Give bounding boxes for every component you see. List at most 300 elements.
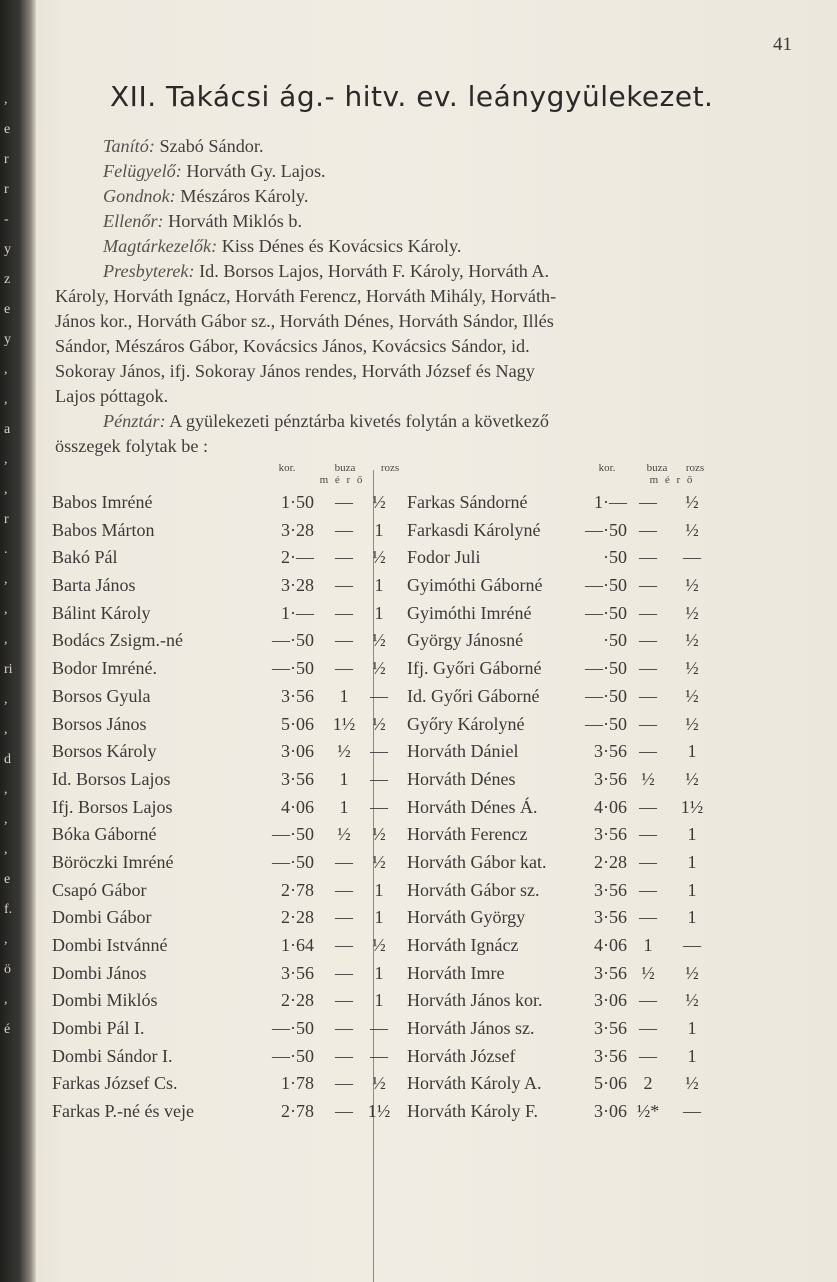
rozs-value: ½ (685, 990, 699, 1011)
kor-value: 1·— (281, 602, 314, 623)
kor-value: 1·— (594, 492, 627, 512)
buza-value: — (335, 492, 353, 512)
buza-value: — (639, 685, 657, 706)
spine-fragment: f. (4, 902, 13, 917)
contributor-name: Id. Borsos Lajos (52, 768, 171, 789)
buza-value: — (639, 602, 657, 623)
buza-value: ½* (636, 1101, 660, 1122)
table-row (52, 575, 397, 603)
kor-value: —·50 (272, 630, 314, 651)
buza-value: — (335, 630, 353, 651)
buza-value: 1 (339, 796, 349, 817)
spine-fragment: , (4, 692, 8, 707)
contributor-name: Horváth Gábor kat. (407, 851, 547, 872)
official-name: Kiss Dénes és Kovácsics Károly. (217, 236, 462, 256)
rozs-value: ½ (372, 851, 386, 872)
kor-value: —·50 (585, 685, 627, 706)
buza-value: — (639, 851, 657, 872)
buza-value: — (639, 547, 657, 568)
kor-value: 3·56 (594, 741, 627, 762)
contributor-name: Dombi János (52, 962, 147, 983)
official-name: Szabó Sándor. (154, 136, 264, 156)
kor-value: —·50 (585, 713, 627, 734)
rozs-value: 1 (687, 1045, 697, 1066)
spine-fragment: , (4, 452, 8, 467)
official-name: Horváth Miklós b. (163, 211, 303, 231)
table-row (407, 520, 727, 548)
rozs-value: ½ (685, 602, 699, 623)
spine-fragment: , (4, 932, 8, 947)
presbyterek-line (55, 259, 755, 284)
kor-value: 4·06 (594, 935, 627, 955)
buza-value: 1 (339, 685, 349, 706)
table-row (407, 963, 727, 991)
penztar-text: A gyülekezeti pénztárba kivetés folytán a következő (165, 411, 549, 431)
kor-value: 2·78 (281, 879, 314, 900)
table-row (407, 492, 727, 520)
rozs-value: ½ (685, 1073, 699, 1094)
kor-value: 1·64 (281, 935, 314, 955)
kor-value: 4·06 (281, 796, 314, 817)
contributor-name: Bakó Pál (52, 547, 118, 568)
table-header (407, 462, 727, 492)
rozs-value: ½ (685, 768, 699, 789)
buza-value: — (639, 658, 657, 679)
rozs-value: 1½ (680, 796, 704, 817)
kor-value: 2·28 (281, 907, 314, 928)
table-row (52, 603, 397, 631)
spine-fragment: , (4, 842, 8, 857)
rozs-value: ½ (372, 492, 386, 512)
kor-value: 3·06 (594, 990, 627, 1011)
contributor-name: Bálint Károly (52, 602, 151, 623)
spine-fragment: a (4, 422, 11, 437)
buza-value: — (335, 879, 353, 900)
table-row (407, 575, 727, 603)
contributions-table-right (407, 462, 727, 1129)
header-kor: kor. (598, 462, 616, 474)
contributor-name: Horváth Gábor sz. (407, 879, 540, 900)
header-buza: buza (646, 462, 668, 474)
rozs-value: — (370, 1018, 388, 1039)
table-row (52, 907, 397, 935)
contributor-name: Fodor Juli (407, 547, 481, 568)
spine-fragment: , (4, 722, 8, 737)
rozs-value: ½ (372, 658, 386, 679)
rozs-value: ½ (372, 824, 386, 845)
buza-value: — (639, 630, 657, 651)
spine-fragment: r (4, 152, 9, 167)
official-line (55, 134, 755, 159)
kor-value: 3·28 (281, 519, 314, 540)
official-line (55, 159, 755, 184)
rozs-value: — (683, 935, 701, 955)
spine-fragment: e (4, 302, 11, 317)
buza-value: — (335, 547, 353, 568)
kor-value: 4·06 (594, 796, 627, 817)
table-row (407, 907, 727, 935)
table-row (407, 1101, 727, 1129)
contributor-name: Bodács Zsigm.-né (52, 630, 183, 651)
contributor-name: Horváth Dénes (407, 768, 516, 789)
kor-value: —·50 (585, 658, 627, 679)
presbyterek-line: Károly, Horváth Ignácz, Horváth Ferencz, Horváth Mihály, Horváth- (55, 286, 557, 306)
buza-value: — (335, 1045, 353, 1066)
kor-value: 1·50 (281, 492, 314, 512)
penztar-line (55, 409, 755, 434)
contributor-name: Farkas Sándorné (407, 492, 528, 512)
contributor-name: Farkasdi Károlyné (407, 519, 541, 540)
spine-fragment: y (4, 332, 11, 347)
spine-fragment: e (4, 122, 11, 137)
rozs-value: 1 (374, 575, 384, 596)
kor-value: 3·56 (594, 824, 627, 845)
kor-value: —·50 (272, 658, 314, 679)
contributor-name: Babos Imréné (52, 492, 153, 512)
buza-value: — (639, 1018, 657, 1039)
spine-fragment: , (4, 812, 8, 827)
contributor-name: Barta János (52, 575, 136, 596)
buza-value: 2 (643, 1073, 653, 1094)
table-row (52, 658, 397, 686)
kor-value: ·50 (603, 547, 627, 568)
kor-value: 3·56 (594, 907, 627, 928)
table-header (52, 462, 400, 492)
table-row (407, 547, 727, 575)
table-row (52, 797, 397, 825)
contributor-name: Gyimóthi Gáborné (407, 575, 543, 596)
table-row (52, 741, 397, 769)
buza-value: — (335, 962, 353, 983)
buza-value: — (639, 879, 657, 900)
contributor-name: Bóka Gáborné (52, 824, 157, 845)
rozs-value: ½ (685, 713, 699, 734)
contributor-name: Csapó Gábor (52, 879, 147, 900)
table-row (52, 492, 397, 520)
buza-value: — (335, 907, 353, 928)
buza-value: — (639, 796, 657, 817)
table-row (407, 1046, 727, 1074)
spine-fragment: r (4, 512, 9, 527)
contributor-name: Gyimóthi Imréné (407, 602, 532, 623)
spine-fragment: , (4, 782, 8, 797)
buza-value: ½ (337, 824, 351, 845)
contributor-name: Horváth Dénes Á. (407, 796, 538, 817)
spine-fragment: é (4, 1022, 11, 1037)
rozs-value: ½ (685, 630, 699, 651)
contributor-name: Horváth Imre (407, 962, 505, 983)
buza-value: 1 (339, 768, 349, 789)
contributor-name: Horváth János sz. (407, 1018, 535, 1039)
spine-fragment: e (4, 872, 11, 887)
buza-value: ½ (337, 741, 351, 762)
contributor-name: Horváth József (407, 1045, 516, 1066)
kor-value: 3·06 (281, 741, 314, 762)
table-row (407, 603, 727, 631)
buza-value: — (335, 1073, 353, 1094)
kor-value: 3·56 (594, 1018, 627, 1039)
buza-value: — (639, 741, 657, 762)
rozs-value: — (370, 768, 388, 789)
kor-value: 3·56 (281, 962, 314, 983)
buza-value: — (639, 824, 657, 845)
buza-value: 1½ (332, 713, 356, 734)
presbyterek-text: Id. Borsos Lajos, Horváth F. Károly, Horváth A. (194, 261, 550, 281)
table-row (52, 769, 397, 797)
table-row (52, 852, 397, 880)
header-buza: buza (334, 462, 356, 474)
buza-value: — (639, 575, 657, 596)
kor-value: —·50 (272, 824, 314, 845)
contributor-name: Borsos János (52, 713, 147, 734)
presbyterek-line: János kor., Horváth Gábor sz., Horváth Dénes, Horváth Sándor, Illés (55, 311, 554, 331)
spine-fragment: d (4, 752, 11, 767)
header-kor: kor. (278, 462, 296, 474)
rozs-value: 1 (687, 1018, 697, 1039)
contributor-name: Horváth Ignácz (407, 935, 519, 955)
rozs-value: 1 (374, 907, 384, 928)
table-row (52, 686, 397, 714)
table-row (52, 520, 397, 548)
table-row (407, 630, 727, 658)
contributor-name: Dombi Miklós (52, 990, 158, 1011)
contributor-name: Böröczki Imréné (52, 851, 174, 872)
table-row (407, 880, 727, 908)
buza-value: — (335, 658, 353, 679)
header-mero: m é r ő (649, 474, 695, 486)
spine-fragment: z (4, 272, 11, 287)
contributor-name: Ifj. Győri Gáborné (407, 658, 542, 679)
spine-fragment: r (4, 182, 9, 197)
kor-value: 1·78 (281, 1073, 314, 1094)
contributor-name: Horváth Ferencz (407, 824, 528, 845)
kor-value: —·50 (585, 575, 627, 596)
role-label: Tanító: (103, 136, 155, 156)
table-row (52, 963, 397, 991)
spine-fragment: ri (4, 662, 13, 677)
officials-section (55, 134, 755, 459)
role-label: Presbyterek: (103, 261, 195, 281)
table-row (52, 1073, 397, 1101)
spine-fragment: ö (4, 962, 11, 977)
buza-value: — (639, 713, 657, 734)
spine-fragment: , (4, 602, 8, 617)
kor-value: 2·78 (281, 1101, 314, 1122)
spine-fragment: , (4, 992, 8, 1007)
official-line (55, 234, 755, 259)
role-label: Ellenőr: (103, 211, 164, 231)
table-row (407, 686, 727, 714)
contributor-name: Dombi Pál I. (52, 1018, 145, 1039)
buza-value: — (335, 1018, 353, 1039)
buza-value: — (335, 519, 353, 540)
rozs-value: — (370, 1045, 388, 1066)
contributions-table-left (52, 462, 400, 1129)
buza-value: ½ (641, 768, 655, 789)
rozs-value: 1 (374, 990, 384, 1011)
rozs-value: — (683, 547, 701, 568)
contributor-name: Bodor Imréné. (52, 658, 157, 679)
table-row (52, 824, 397, 852)
kor-value: ·50 (603, 630, 627, 651)
contributor-name: Horváth György (407, 907, 526, 928)
table-row (407, 658, 727, 686)
kor-value: —·50 (272, 851, 314, 872)
spine-fragment: y (4, 242, 11, 257)
spine-fragment: , (4, 362, 8, 377)
spine-fragment: , (4, 482, 8, 497)
rozs-value: ½ (372, 1073, 386, 1094)
role-label: Gondnok: (103, 186, 176, 206)
kor-value: 3·56 (281, 768, 314, 789)
table-row (52, 630, 397, 658)
buza-value: — (639, 990, 657, 1011)
table-row (52, 1018, 397, 1046)
penztar-line: összegek folytak be : (55, 436, 209, 456)
contributor-name: Dombi Istvánné (52, 935, 168, 955)
table-row (407, 935, 727, 963)
rozs-value: ½ (372, 935, 386, 955)
buza-value: — (335, 575, 353, 596)
kor-value: —·50 (272, 1018, 314, 1039)
rozs-value: 1 (687, 851, 697, 872)
presbyterek-line: Sándor, Mészáros Gábor, Kovácsics János, Kovácsics Sándor, id. (55, 336, 530, 356)
rozs-value: ½ (685, 519, 699, 540)
buza-value: — (639, 492, 657, 512)
table-row (52, 990, 397, 1018)
rozs-value: — (683, 1101, 701, 1122)
contributor-name: Horváth János kor. (407, 990, 543, 1011)
buza-value: — (335, 1101, 353, 1122)
table-row (407, 797, 727, 825)
role-label: Pénztár: (103, 411, 166, 431)
contributor-name: Dombi Sándor I. (52, 1045, 173, 1066)
table-row (52, 935, 397, 963)
buza-value: — (335, 990, 353, 1011)
table-row (52, 1101, 397, 1129)
rozs-value: 1 (687, 879, 697, 900)
official-name: Mészáros Károly. (175, 186, 309, 206)
kor-value: 3·56 (281, 685, 314, 706)
kor-value: 3·06 (594, 1101, 627, 1122)
spine-fragment: , (4, 392, 8, 407)
table-row (407, 741, 727, 769)
table-row (407, 852, 727, 880)
buza-value: — (639, 519, 657, 540)
table-row (407, 714, 727, 742)
buza-value: — (335, 851, 353, 872)
opposite-page-fragments (2, 0, 32, 1282)
rozs-value: 1 (374, 962, 384, 983)
kor-value: —·50 (585, 519, 627, 540)
page-number: 41 (773, 34, 792, 55)
kor-value: 5·06 (594, 1073, 627, 1094)
table-row (52, 880, 397, 908)
kor-value: 2·28 (281, 990, 314, 1011)
contributor-name: Id. Győri Gáborné (407, 685, 540, 706)
rozs-value: ½ (685, 962, 699, 983)
rozs-value: ½ (685, 492, 699, 512)
spine-fragment: , (4, 572, 8, 587)
contributor-name: Babos Márton (52, 519, 155, 540)
rozs-value: 1 (687, 907, 697, 928)
role-label: Felügyelő: (103, 161, 182, 181)
table-row (407, 1018, 727, 1046)
rozs-value: 1 (374, 519, 384, 540)
kor-value: —·50 (272, 1045, 314, 1066)
buza-value: ½ (641, 962, 655, 983)
spine-fragment: . (4, 542, 8, 557)
kor-value: 3·56 (594, 962, 627, 983)
contributor-name: Borsos Gyula (52, 685, 151, 706)
rozs-value: ½ (685, 685, 699, 706)
contributor-name: Borsos Károly (52, 741, 157, 762)
rozs-value: — (370, 685, 388, 706)
role-label: Magtárkezelők: (103, 236, 218, 256)
kor-value: 3·56 (594, 768, 627, 789)
table-row (407, 1073, 727, 1101)
rozs-value: 1½ (367, 1101, 391, 1122)
official-name: Horváth Gy. Lajos. (181, 161, 326, 181)
contributor-name: Dombi Gábor (52, 907, 152, 928)
kor-value: 3·56 (594, 879, 627, 900)
spine-fragment: - (4, 212, 9, 227)
buza-value: — (335, 602, 353, 623)
buza-value: — (639, 907, 657, 928)
table-row (407, 824, 727, 852)
table-row (52, 1046, 397, 1074)
contributor-name: Győry Károlyné (407, 713, 525, 734)
rozs-value: 1 (374, 879, 384, 900)
contributor-name: Horváth Károly F. (407, 1101, 539, 1122)
buza-value: — (639, 1045, 657, 1066)
contributor-name: Farkas József Cs. (52, 1073, 178, 1094)
kor-value: 5·06 (281, 713, 314, 734)
buza-value: — (335, 935, 353, 955)
table-row (407, 769, 727, 797)
contributor-name: Ifj. Borsos Lajos (52, 796, 173, 817)
presbyterek-line: Sokoray János, ifj. Sokoray János rendes, Horváth József és Nagy (55, 361, 535, 381)
rozs-value: ½ (685, 575, 699, 596)
buza-value: 1 (643, 935, 653, 955)
spine-fragment: , (4, 632, 8, 647)
kor-value: 3·56 (594, 1045, 627, 1066)
contributor-name: Horváth Dániel (407, 741, 519, 762)
table-row (407, 990, 727, 1018)
rozs-value: 1 (687, 824, 697, 845)
rozs-value: — (370, 741, 388, 762)
rozs-value: ½ (685, 658, 699, 679)
kor-value: 3·28 (281, 575, 314, 596)
rozs-value: — (370, 796, 388, 817)
spine-fragment: , (4, 92, 8, 107)
header-rozs: rozs (380, 462, 400, 474)
kor-value: 2·28 (594, 851, 627, 872)
contributor-name: György Jánosné (407, 630, 524, 651)
header-mero: m é r ő (319, 474, 365, 486)
official-line (55, 184, 755, 209)
presbyterek-line: Lajos póttagok. (55, 386, 169, 406)
contributor-name: Horváth Károly A. (407, 1073, 542, 1094)
table-row (52, 714, 397, 742)
rozs-value: ½ (372, 630, 386, 651)
contributor-name: Farkas P.-né és veje (52, 1101, 194, 1122)
kor-value: —·50 (585, 602, 627, 623)
kor-value: 2·— (281, 547, 314, 568)
official-line (55, 209, 755, 234)
rozs-value: ½ (372, 547, 386, 568)
table-row (52, 547, 397, 575)
